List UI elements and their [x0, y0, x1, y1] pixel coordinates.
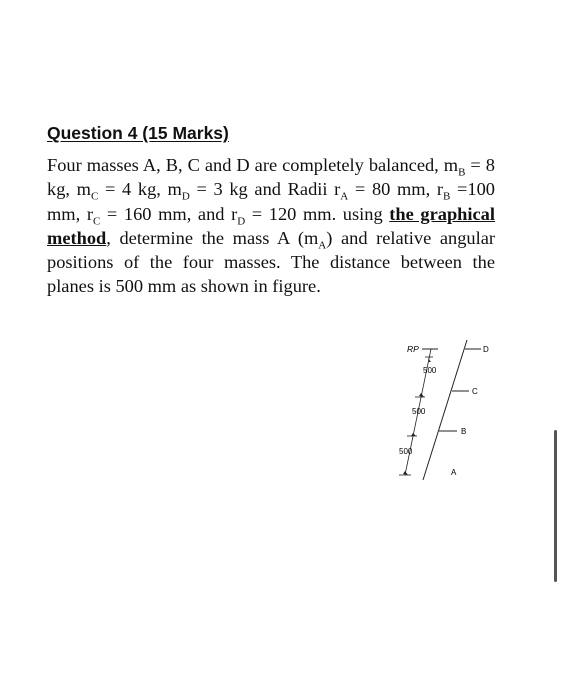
dimension-label-3: 500 — [399, 447, 413, 456]
question-text-part: = 80 mm, r — [348, 179, 443, 200]
plane-label-a: A — [451, 468, 457, 477]
question-text-part: =100 mm, r — [47, 179, 495, 224]
question-text-part: = 8 kg, m — [47, 155, 495, 200]
question-text-part: = 120 mm. using — [245, 203, 390, 224]
subscript: B — [443, 190, 451, 203]
subscript: D — [237, 215, 246, 228]
subscript: A — [340, 190, 349, 203]
subscript: A — [318, 239, 327, 252]
plane-label-b: B — [461, 427, 467, 436]
question-text-part: = 4 kg, m — [98, 179, 182, 200]
planes-diagram — [385, 335, 505, 495]
plane-label-c: C — [472, 387, 478, 396]
question-text-part: ) and relative angular positions of the four masses. The distance between the planes is 500 mm as shown in figure. — [47, 227, 495, 297]
emphasis-graphical-method: the graphical method — [47, 203, 495, 248]
plane-label-d: D — [483, 345, 489, 354]
question-text-part: , determine the mass A (m — [106, 227, 319, 248]
question-text-part: Four masses A, B, C and D are completely balanced, m — [47, 155, 459, 175]
question-heading: Question 4 (15 Marks) — [47, 123, 229, 143]
dimension-label-2: 500 — [412, 407, 426, 416]
subscript: C — [92, 215, 101, 228]
subscript: B — [458, 166, 466, 179]
question-text-part: = 3 kg and Radii r — [189, 179, 341, 200]
dimension-label-1: 500 — [423, 366, 437, 375]
planes-figure — [385, 335, 505, 495]
subscript: D — [181, 190, 190, 203]
question-text-part: = 160 mm, and r — [100, 203, 238, 224]
scrollbar-thumb[interactable] — [554, 430, 557, 582]
subscript: C — [90, 190, 99, 203]
rp-label: RP — [407, 344, 419, 354]
question-text — [47, 153, 495, 299]
